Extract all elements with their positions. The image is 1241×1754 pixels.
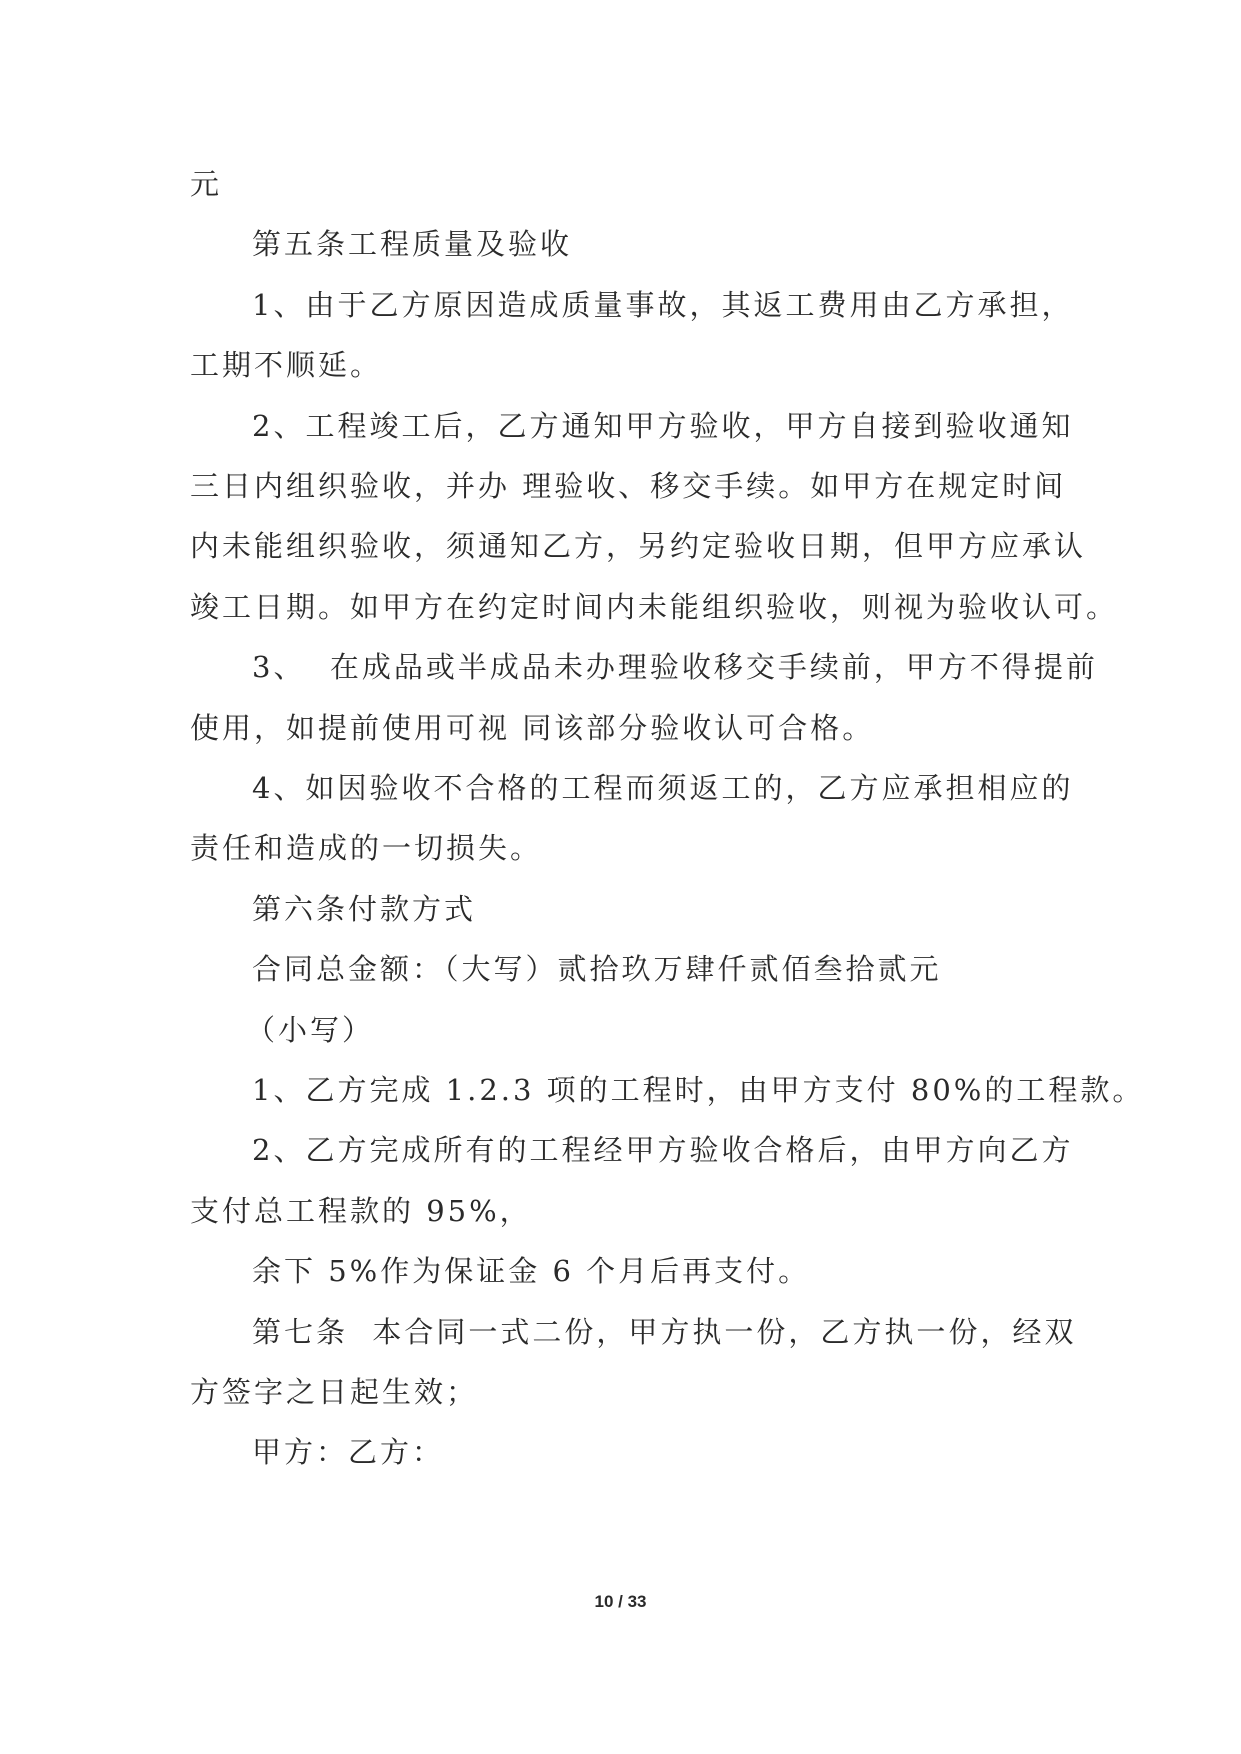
contract-total-amount: 合同总金额：（大写）贰拾玖万肆仟贰佰叁拾贰元 xyxy=(252,952,942,986)
paragraph-line: 方签字之日起生效； xyxy=(190,1375,479,1409)
paragraph-line: 余下 5%作为保证金 6 个月后再支付。 xyxy=(252,1254,811,1288)
paragraph-line: 竣工日期。如甲方在约定时间内未能组织验收，则视为验收认可。 xyxy=(190,590,1119,624)
paragraph-line: 2、乙方完成所有的工程经甲方验收合格后，由甲方向乙方 xyxy=(252,1133,1074,1167)
paragraph-line: 工期不顺延。 xyxy=(190,348,383,382)
section-heading-6: 第六条付款方式 xyxy=(252,892,477,926)
paragraph-line: 元 xyxy=(190,167,223,201)
paragraph-line: 1、由于乙方原因造成质量事故，其返工费用由乙方承担， xyxy=(252,288,1074,322)
signature-line: 甲方：乙方： xyxy=(252,1435,445,1469)
paragraph-line: 使用，如提前使用可视 同该部分验收认可合格。 xyxy=(190,711,875,745)
paragraph-line: 3、 在成品或半成品未办理验收移交手续前，甲方不得提前 xyxy=(252,650,1098,684)
paragraph-line: 支付总工程款的 95%， xyxy=(190,1194,532,1228)
paragraph-line: 2、工程竣工后，乙方通知甲方验收，甲方自接到验收通知 xyxy=(252,409,1074,443)
section-heading-5: 第五条工程质量及验收 xyxy=(252,227,573,261)
paragraph-line: 1、乙方完成 1.2.3 项的工程时，由甲方支付 80%的工程款。 xyxy=(252,1073,1145,1107)
paragraph-line: 4、如因验收不合格的工程而须返工的，乙方应承担相应的 xyxy=(252,771,1074,805)
page-number: 10 / 33 xyxy=(594,1592,647,1611)
paragraph-line: 内未能组织验收，须通知乙方，另约定验收日期，但甲方应承认 xyxy=(190,529,1087,563)
section-heading-7: 第七条 本合同一式二份，甲方执一份，乙方执一份，经双 xyxy=(252,1315,1077,1349)
paragraph-line: 责任和造成的一切损失。 xyxy=(190,831,543,865)
paragraph-line: （小写） xyxy=(246,1013,375,1047)
paragraph-line: 三日内组织验收，并办 理验收、移交手续。如甲方在规定时间 xyxy=(190,469,1067,503)
